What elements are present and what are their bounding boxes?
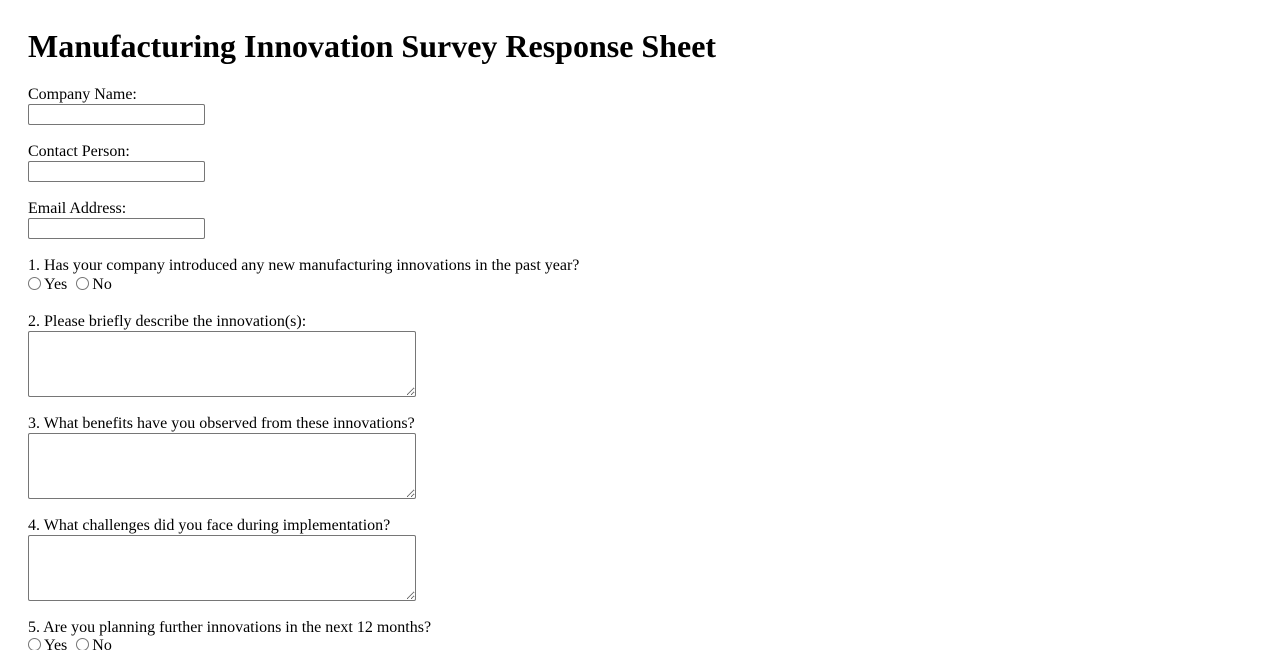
question-1-no-radio[interactable] [76,277,89,290]
question-3-textarea[interactable] [28,433,416,499]
question-1-yes-radio[interactable] [28,277,41,290]
question-1-options [28,276,116,294]
question-5-yes-radio[interactable] [28,638,41,650]
question-4-textarea[interactable] [28,535,416,601]
question-1-yes-label[interactable]: Yes [44,276,68,293]
question-1-text: 1. Has your company introduced any new manufacturing innovations in the past year? [28,257,580,274]
question-5-yes-label[interactable]: Yes [44,637,68,650]
question-3-text: 3. What benefits have you observed from these innovations? [28,415,415,432]
email-label: Email Address: [28,200,127,217]
contact-person-label: Contact Person: [28,143,130,160]
question-1-no-label[interactable]: No [92,276,112,293]
email-input[interactable] [28,218,205,239]
company-name-input[interactable] [28,104,205,125]
question-2-text: 2. Please briefly describe the innovation(s): [28,313,307,330]
question-5-text: 5. Are you planning further innovations in the next 12 months? [28,619,432,636]
question-4-text: 4. What challenges did you face during implementation? [28,517,391,534]
question-5-no-label[interactable]: No [92,637,112,650]
question-5-options [28,637,116,650]
page-title: Manufacturing Innovation Survey Response Sheet [28,28,717,64]
contact-person-input[interactable] [28,161,205,182]
question-2-textarea[interactable] [28,331,416,397]
company-name-label: Company Name: [28,86,137,103]
question-5-no-radio[interactable] [76,638,89,650]
